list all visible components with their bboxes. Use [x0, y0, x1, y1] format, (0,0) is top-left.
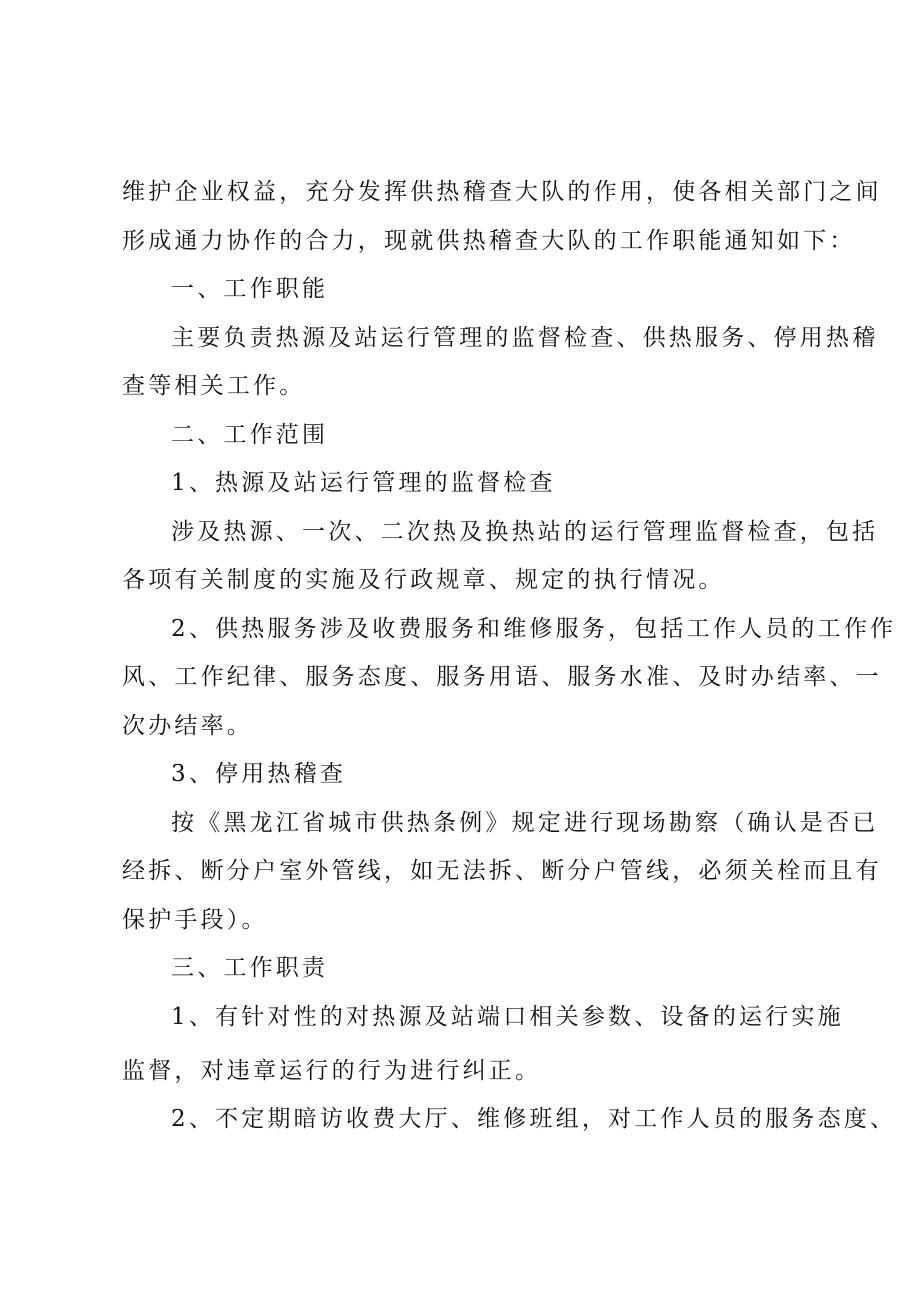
paragraph-line: 形成通力协作的合力，现就供热稽查大队的工作职能通知如下： [122, 228, 856, 254]
paragraph-line: 各项有关制度的实施及行政规章、规定的执行情况。 [122, 567, 725, 593]
subsection-heading: 1、热源及站运行管理的监督检查 [171, 470, 556, 496]
paragraph-line: 2、不定期暗访收费大厅、维修班组，对工作人员的服务态度、 [171, 1106, 897, 1132]
section-heading: 二、工作范围 [171, 422, 329, 448]
paragraph-line: 2、供热服务涉及收费服务和维修服务，包括工作人员的工作作 [171, 616, 897, 642]
paragraph-line: 次办结率。 [122, 713, 253, 739]
paragraph-line: 1、有针对性的对热源及站端口相关参数、设备的运行实施 [171, 1004, 844, 1030]
paragraph-line: 维护企业权益，充分发挥供热稽查大队的作用，使各相关部门之间 [122, 179, 882, 205]
paragraph-line: 经拆、断分户室外管线，如无法拆、断分户管线，必须关栓而且有 [122, 858, 882, 884]
paragraph-line: 主要负责热源及站运行管理的监督检查、供热服务、停用热稽 [171, 325, 879, 351]
paragraph-line: 涉及热源、一次、二次热及换热站的运行管理监督检查，包括 [171, 519, 879, 545]
section-heading: 三、工作职责 [171, 955, 329, 981]
paragraph-line: 查等相关工作。 [122, 373, 306, 399]
paragraph-line: 风、工作纪律、服务态度、服务用语、服务水准、及时办结率、一 [122, 664, 882, 690]
section-heading: 一、工作职能 [171, 276, 329, 302]
paragraph-line: 保护手段）。 [122, 907, 268, 933]
subsection-heading: 3、停用热稽查 [171, 761, 347, 787]
paragraph-line: 监督，对违章运行的行为进行纠正。 [122, 1058, 542, 1084]
paragraph-line: 按《黑龙江省城市供热条例》规定进行现场勘察（确认是否已 [171, 810, 879, 836]
